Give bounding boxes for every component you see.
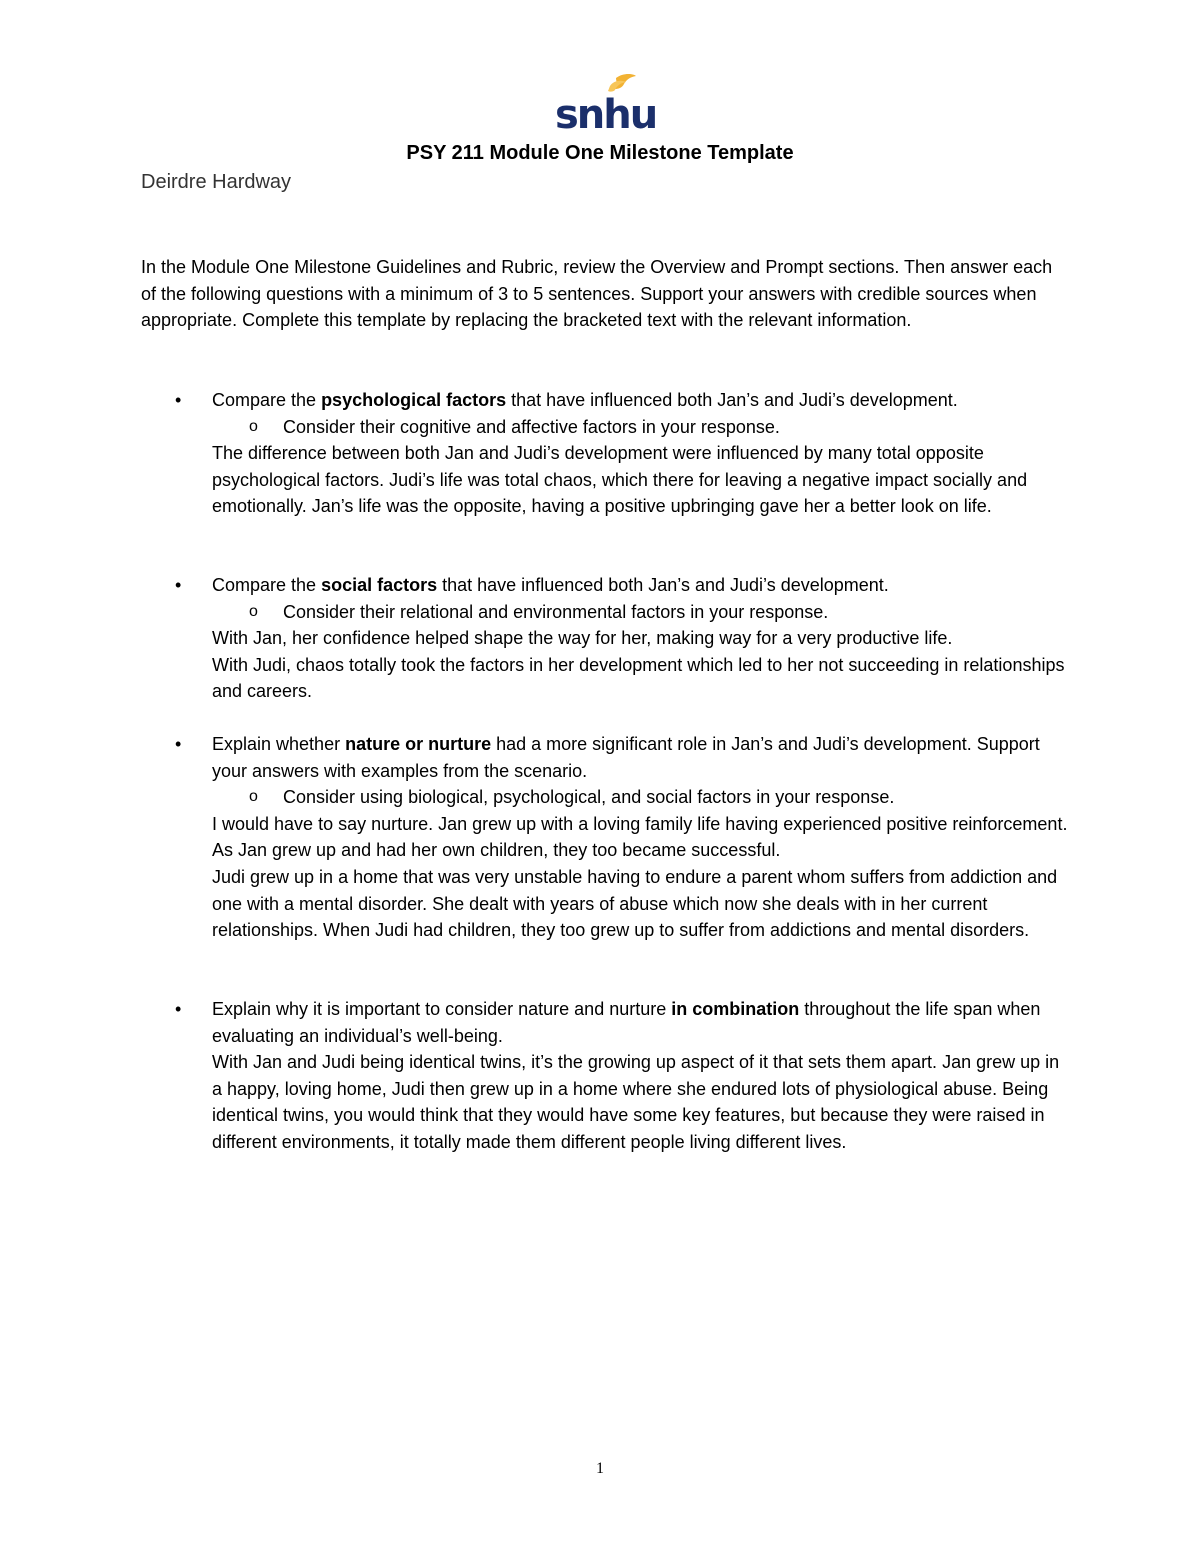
sub-bullet-icon: o [249, 788, 258, 806]
sub-bullet-icon: o [249, 602, 258, 620]
document-title: PSY 211 Module One Milestone Template [406, 142, 794, 164]
sub-bullet-icon: o [249, 417, 258, 435]
question-block-2 [141, 572, 1071, 705]
sub-prompt-text: Consider using biological, psychological, and social factors in your response. [283, 787, 895, 808]
prompt-text: that have influenced both Jan’s and Judi’s development. [506, 390, 958, 410]
intro-paragraph: In the Module One Milestone Guidelines and Rubric, review the Overview and Prompt sections. Then answer each of the following questions with a minimum of 3 to 5 sentences. Support your answers with credible sources when appropriate. Complete this template by replacing the bracketed text with the relevant information. [141, 257, 1053, 331]
question-prompt [141, 572, 1071, 599]
answer-text: I would have to say nurture. Jan grew up with a loving family life having experienced positive reinforcement. As Jan grew up and had her own children, they too became successful. [212, 813, 1068, 861]
sub-prompt-text: Consider their relational and environmental factors in your response. [283, 601, 829, 622]
answer-text: With Judi, chaos totally took the factors in her development which led to her not succeeding in relationships and careers. [212, 654, 1065, 702]
question-block-4 [141, 996, 1071, 1156]
answer-text: Judi grew up in a home that was very unstable having to endure a parent whom suffers from addiction and one with a mental disorder. She dealt with years of abuse which now she deals with in her current relationships. When Judi had children, they too grew up to suffer from addictions and mental disorders. [212, 866, 1058, 941]
question-prompt [141, 731, 1071, 784]
answer-text: With Jan and Judi being identical twins, it’s the growing up aspect of it that sets them apart. Jan grew up in a happy, loving home, Judi then grew up in a home where she endured lots of physiological abuse. Being identical twins, you would think that they would have some key features, but because they were raised in different environments, it totally made them different people living different lives. [212, 1052, 1060, 1152]
question-block-3 [141, 731, 1071, 944]
prompt-text: had a more significant role in Jan’s and Judi’s development. Support your answers with examples from the scenario. [212, 734, 1040, 781]
answer-text: The difference between both Jan and Judi’s development were influenced by many total opposite psychological factors. Judi’s life was total chaos, which there for leaving a negative impact socially and emotionally. Jan’s life was the opposite, having a positive upbringing gave her a better look on life. [212, 443, 1028, 517]
bullet-icon: • [175, 390, 182, 410]
sub-prompt [141, 414, 1071, 441]
answer-text: With Jan, her confidence helped shape the way for her, making way for a very productive life. [212, 628, 953, 649]
bullet-icon: • [175, 575, 182, 595]
prompt-text: Compare the [212, 390, 322, 410]
bullet-icon: • [175, 734, 182, 754]
prompt-bold-text: psychological factors [321, 390, 507, 410]
author-name: Deirdre Hardway [141, 171, 292, 193]
prompt-text: Explain why it is important to consider nature and nurture [212, 999, 672, 1019]
question-prompt [141, 387, 1071, 414]
prompt-text: Explain whether [212, 734, 346, 754]
question-prompt [141, 996, 1071, 1049]
svg-text:snhu: snhu [555, 92, 657, 138]
prompt-text: throughout the life span when evaluating an individual’s well-being. [212, 999, 1041, 1046]
prompt-text: Compare the [212, 575, 322, 595]
prompt-bold-text: in combination [671, 999, 800, 1019]
sub-prompt [141, 599, 1071, 626]
question-block-1 [141, 387, 1071, 520]
prompt-bold-text: nature or nurture [345, 734, 492, 754]
sub-prompt [141, 784, 1071, 811]
prompt-bold-text: social factors [321, 575, 438, 595]
page-number: 1 [596, 1460, 604, 1477]
sub-prompt-text: Consider their cognitive and affective factors in your response. [283, 416, 780, 437]
prompt-text: that have influenced both Jan’s and Judi’s development. [437, 575, 889, 595]
bullet-icon: • [175, 999, 182, 1019]
snhu-logo [552, 72, 657, 138]
